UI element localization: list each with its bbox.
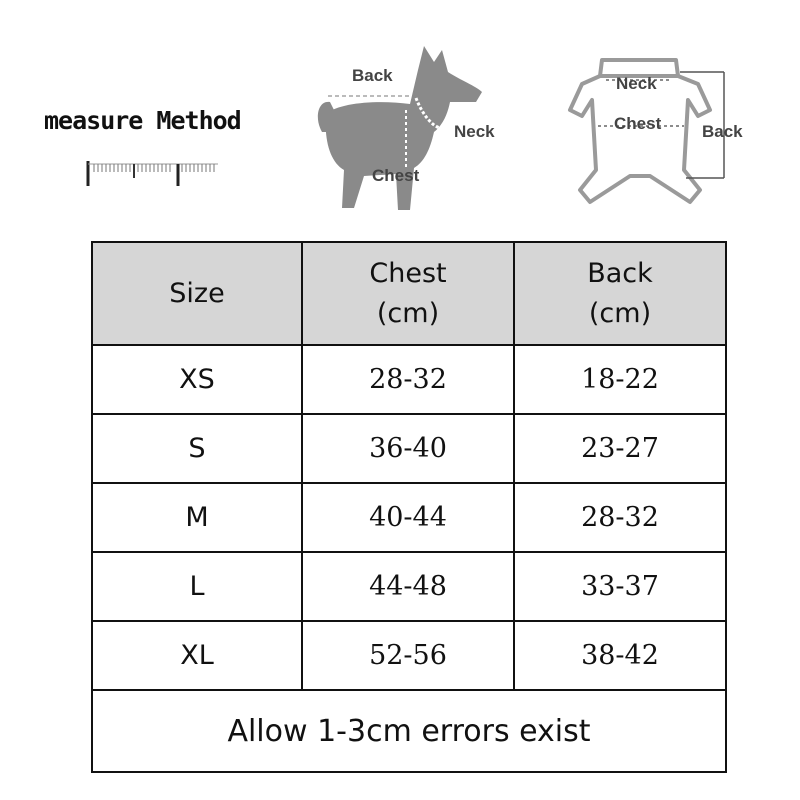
header-back-unit: (cm) [588, 297, 652, 329]
back-cell: 33-37 [514, 552, 726, 621]
header-chest [302, 242, 514, 345]
size-cell: XS [92, 345, 302, 414]
table-note-row [92, 690, 726, 772]
table-header-row [92, 242, 726, 345]
suit-neck-label: Neck [616, 74, 657, 93]
header-chest-label: Chest [369, 257, 447, 289]
table-row [92, 483, 726, 552]
chest-cell: 28-32 [302, 345, 514, 414]
table-row [92, 552, 726, 621]
size-chart-table [91, 241, 727, 773]
measure-method-label: measure Method [44, 106, 241, 135]
suit-back-label: Back [702, 122, 743, 141]
header-back [514, 242, 726, 345]
chest-cell: 40-44 [302, 483, 514, 552]
error-tolerance-note: Allow 1-3cm errors exist [92, 690, 726, 772]
dog-measure-diagram [300, 40, 520, 220]
back-cell: 23-27 [514, 414, 726, 483]
header-size-label: Size [169, 277, 225, 309]
dog-neck-label: Neck [454, 122, 495, 141]
ruler-icon [86, 158, 220, 188]
back-cell: 18-22 [514, 345, 726, 414]
table-row [92, 621, 726, 690]
size-cell: S [92, 414, 302, 483]
size-cell: XL [92, 621, 302, 690]
suit-measure-diagram [560, 50, 770, 215]
chest-cell: 44-48 [302, 552, 514, 621]
size-cell: L [92, 552, 302, 621]
chest-cell: 52-56 [302, 621, 514, 690]
table-row [92, 414, 726, 483]
back-cell: 38-42 [514, 621, 726, 690]
suit-chest-label: Chest [614, 114, 662, 133]
dog-back-label: Back [352, 66, 393, 85]
back-cell: 28-32 [514, 483, 726, 552]
header-back-label: Back [587, 257, 653, 289]
size-cell: M [92, 483, 302, 552]
dog-chest-label: Chest [372, 166, 420, 185]
header-size [92, 242, 302, 345]
table-row [92, 345, 726, 414]
header-chest-unit: (cm) [376, 297, 440, 329]
chest-cell: 36-40 [302, 414, 514, 483]
